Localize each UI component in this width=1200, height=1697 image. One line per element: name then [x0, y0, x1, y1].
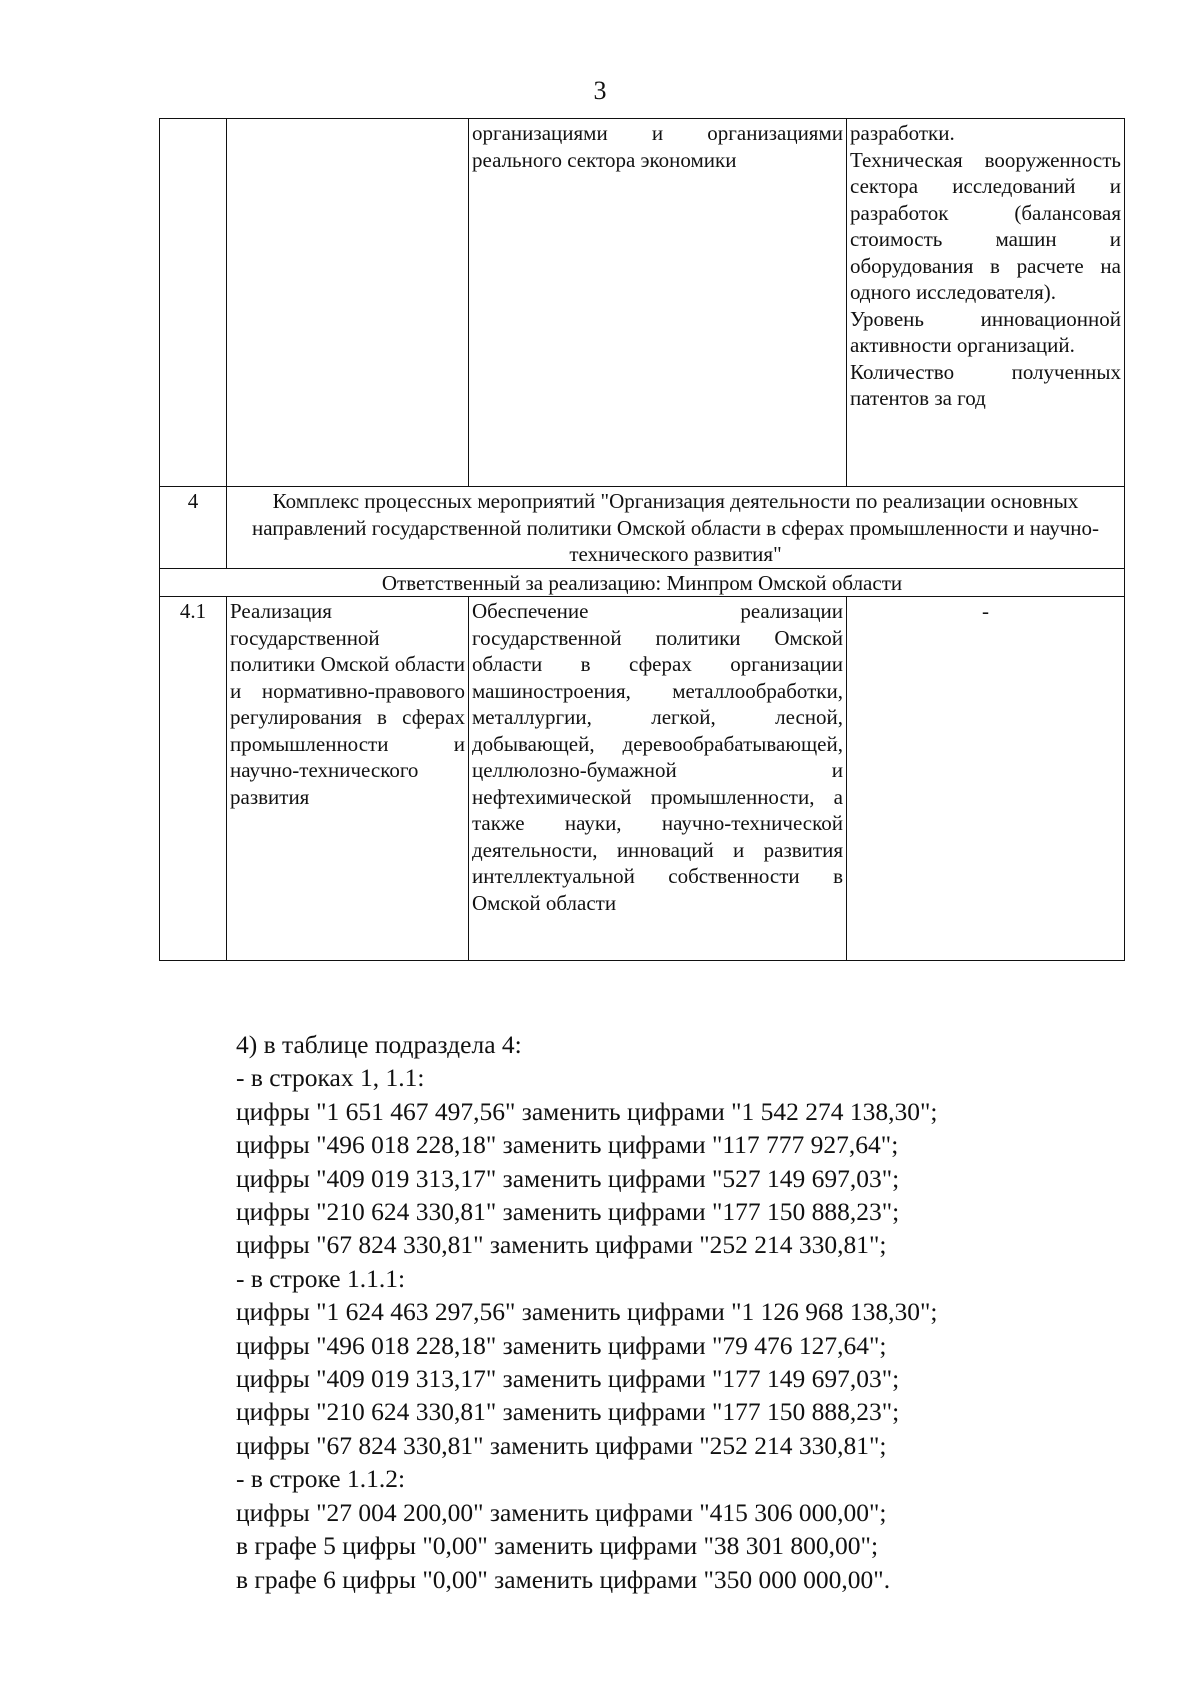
cell-indicators: [847, 119, 1125, 487]
table-row-responsible: [160, 568, 1125, 597]
amendments-text: [236, 1028, 1116, 1596]
cell-indicator-dash: -: [847, 597, 1125, 961]
program-table: [159, 118, 1125, 961]
cell-measure-name: Реализация государственной политики Омской области и нормативно-правового регулирования в сферах промышленности и научно-технического развития: [227, 597, 469, 961]
amendment-line: - в строке 1.1.1:: [236, 1263, 406, 1293]
row-number: 4: [160, 487, 227, 569]
cell-task-continuation: организациями и организациями реального сектора экономики: [469, 119, 847, 487]
indicator-line: Техническая вооруженность сектора исследований и разработок (балансовая стоимость машин и оборудования в расчете на одного исследователя).: [850, 147, 1121, 304]
indicator-line: Уровень инновационной активности организаций.: [850, 306, 1121, 357]
amendment-line: в графе 5 цифры "0,00" заменить цифрами "38 301 800,00";: [236, 1531, 879, 1561]
indicator-line: разработки.: [850, 121, 955, 145]
amendment-line: цифры "409 019 313,17" заменить цифрами "177 149 697,03";: [236, 1364, 900, 1394]
amendment-line: - в строке 1.1.2:: [236, 1464, 406, 1494]
cell-name-empty: [227, 119, 469, 487]
amendment-line: цифры "1 624 463 297,56" заменить цифрами "1 126 968 138,30";: [236, 1297, 938, 1327]
amendment-line: цифры "496 018 228,18" заменить цифрами "79 476 127,64";: [236, 1330, 887, 1360]
amendment-line: цифры "210 624 330,81" заменить цифрами "177 150 888,23";: [236, 1397, 900, 1427]
amendment-line: цифры "496 018 228,18" заменить цифрами "117 777 927,64";: [236, 1130, 899, 1160]
responsible-label: Ответственный за реализацию: Минпром Омской области: [160, 568, 1125, 597]
table-row-4-1: [160, 597, 1125, 961]
amendment-line: в графе 6 цифры "0,00" заменить цифрами "350 000 000,00".: [236, 1564, 891, 1594]
cell-number-empty: [160, 119, 227, 487]
amendment-line: - в строках 1, 1.1:: [236, 1063, 425, 1093]
amendment-line: цифры "67 824 330,81" заменить цифрами "252 214 330,81";: [236, 1230, 887, 1260]
complex-title: Комплекс процессных мероприятий "Организация деятельности по реализации основных направлений государственной политики Омской области в сферах промышленности и научно-технического развития": [227, 487, 1125, 569]
table-row-4: [160, 487, 1125, 569]
table-row-continuation: [160, 119, 1125, 487]
amendment-line: цифры "27 004 200,00" заменить цифрами "415 306 000,00";: [236, 1497, 887, 1527]
row-number: 4.1: [160, 597, 227, 961]
amendment-line: цифры "210 624 330,81" заменить цифрами "177 150 888,23";: [236, 1197, 900, 1227]
amendment-line: цифры "67 824 330,81" заменить цифрами "252 214 330,81";: [236, 1430, 887, 1460]
indicator-line: Количество полученных патентов за год: [850, 359, 1121, 410]
amendment-line: цифры "1 651 467 497,56" заменить цифрами "1 542 274 138,30";: [236, 1096, 938, 1126]
amendment-line: 4) в таблице подраздела 4:: [236, 1030, 522, 1059]
page-number: 3: [593, 76, 607, 105]
cell-task: Обеспечение реализации государственной политики Омской области в сферах организации машиностроения, металлообработки, металлургии, легкой, лесной, добывающей, деревообрабатывающей, целлюлозно-бумажной и нефтехимической промышленности, а также науки, научно-технической деятельности, инноваций и развития интеллектуальной собственности в Омской области: [469, 597, 847, 961]
amendment-line: цифры "409 019 313,17" заменить цифрами "527 149 697,03";: [236, 1163, 900, 1193]
